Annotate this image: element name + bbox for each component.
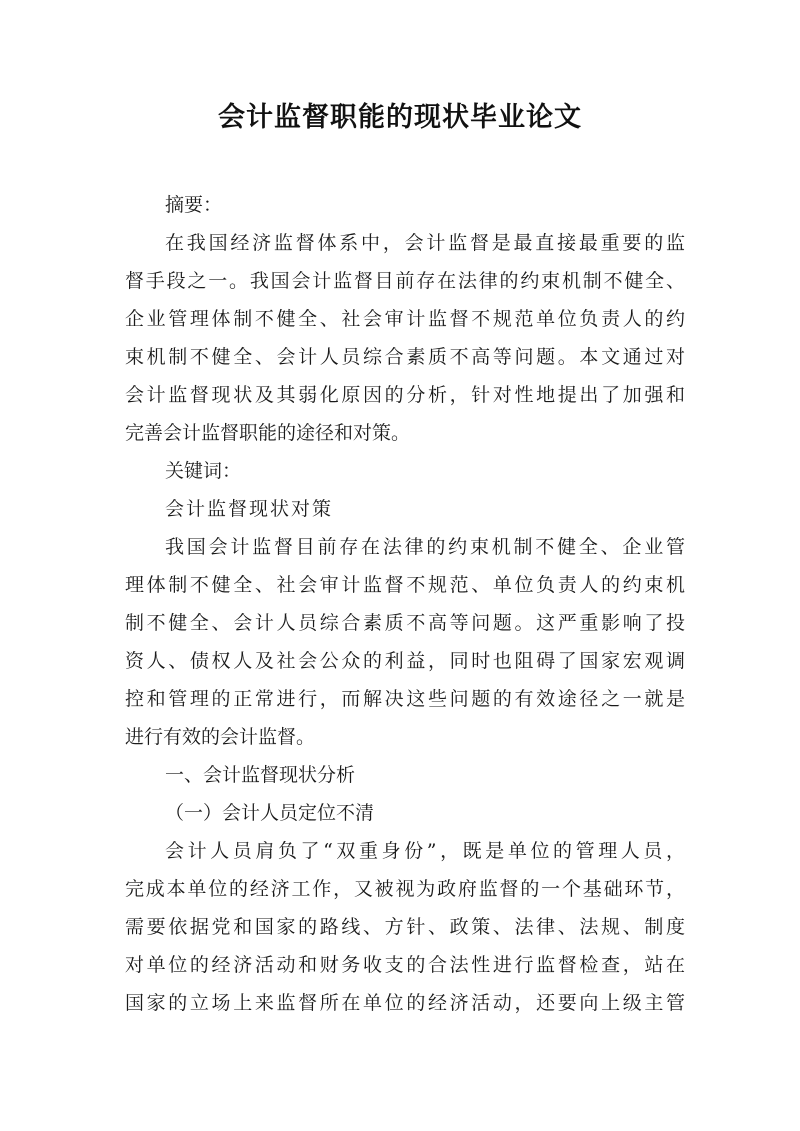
paragraph-line: 在我国经济监督体系中，会计监督是最直接最重要的监: [165, 232, 685, 254]
paragraph-line: 我国会计监督目前存在法律的约束机制不健全、企业管: [165, 536, 685, 558]
paragraph-line: 完成本单位的经济工作，又被视为政府监督的一个基础环节，: [125, 878, 685, 900]
paragraph-line: 督手段之一。我国会计监督目前存在法律的约束机制不健全、: [125, 270, 685, 292]
paragraph-line: 会计人员肩负了“双重身份”，既是单位的管理人员，: [165, 840, 685, 862]
subsection-heading: （一）会计人员定位不清: [165, 802, 375, 824]
keywords-text: 会计监督现状对策: [165, 498, 334, 520]
paragraph-line: 进行有效的会计监督。: [125, 726, 316, 748]
paragraph-line: 制不健全、会计人员综合素质不高等问题。这严重影响了投: [125, 612, 685, 634]
keywords-heading: 关键词：: [165, 460, 242, 482]
paragraph-line: 会计监督现状及其弱化原因的分析，针对性地提出了加强和: [125, 384, 685, 406]
paragraph-line: 需要依据党和国家的路线、方针、政策、法律、法规、制度: [125, 916, 685, 938]
document-title: 会计监督职能的现状毕业论文: [218, 102, 582, 133]
paragraph-line: 束机制不健全、会计人员综合素质不高等问题。本文通过对: [125, 346, 685, 368]
paragraph-line: 资人、债权人及社会公众的利益，同时也阻碍了国家宏观调: [125, 650, 685, 672]
abstract-heading: 摘要：: [165, 194, 223, 216]
section-heading: 一、会计监督现状分析: [165, 764, 356, 786]
paragraph-line: 控和管理的正常进行，而解决这些问题的有效途径之一就是: [125, 688, 685, 710]
paragraph-line: 完善会计监督职能的途径和对策。: [125, 422, 411, 444]
paragraph-line: 对单位的经济活动和财务收支的合法性进行监督检查，站在: [125, 954, 685, 976]
paragraph-line: 理体制不健全、社会审计监督不规范、单位负责人的约束机: [125, 574, 685, 596]
paragraph-line: 国家的立场上来监督所在单位的经济活动，还要向上级主管: [125, 992, 685, 1014]
paragraph-line: 企业管理体制不健全、社会审计监督不规范单位负责人的约: [125, 308, 685, 330]
